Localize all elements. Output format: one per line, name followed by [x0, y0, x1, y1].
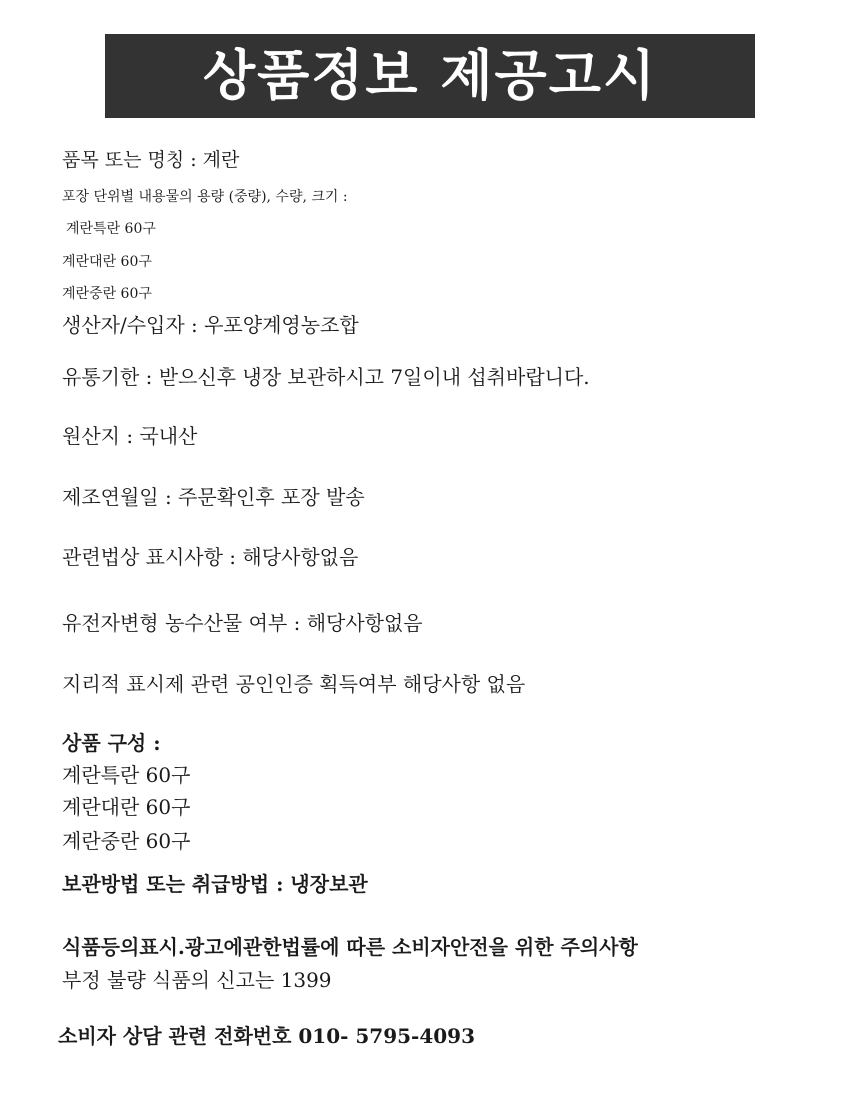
producer: 생산자/수입자 : 우포양계영농조합 [62, 313, 359, 337]
capacity-line: 계란대란 60구 [62, 254, 152, 270]
expiry: 유통기한 : 받으신후 냉장 보관하시고 7일이내 섭취바랍니다. [62, 365, 590, 389]
manufacture-date: 제조연월일 : 주문확인후 포장 발송 [62, 485, 365, 509]
origin: 원산지 : 국내산 [62, 424, 198, 448]
composition-line: 계란특란 60구 [62, 763, 191, 787]
capacity-label: 포장 단위별 내용물의 용량 (중량), 수량, 크기 : [62, 189, 348, 205]
item-name: 품목 또는 명칭 : 계란 [62, 149, 240, 171]
composition-label: 상품 구성 : [62, 731, 161, 755]
composition-line: 계란대란 60구 [62, 795, 191, 819]
page-title: 상품정보 제공고시 [202, 44, 658, 107]
capacity-line: 계란중란 60구 [62, 286, 152, 302]
safety-title: 식품등의표시.광고에관한법률에 따른 소비자안전을 위한 주의사항 [62, 935, 638, 959]
legal-notice: 관련법상 표시사항 : 해당사항없음 [62, 545, 359, 569]
safety-text: 부정 불량 식품의 신고는 1399 [62, 968, 332, 992]
contact-phone: 소비자 상담 관련 전화번호 010- 5795-4093 [58, 1024, 476, 1048]
storage-method: 보관방법 또는 취급방법 : 냉장보관 [62, 872, 368, 896]
composition-line: 계란중란 60구 [62, 829, 191, 853]
title-banner [105, 34, 755, 118]
gmo-status: 유전자변형 농수산물 여부 : 해당사항없음 [62, 611, 423, 635]
geo-indication: 지리적 표시제 관련 공인인증 획득여부 해당사항 없음 [62, 672, 526, 696]
capacity-line: 계란특란 60구 [66, 221, 156, 237]
